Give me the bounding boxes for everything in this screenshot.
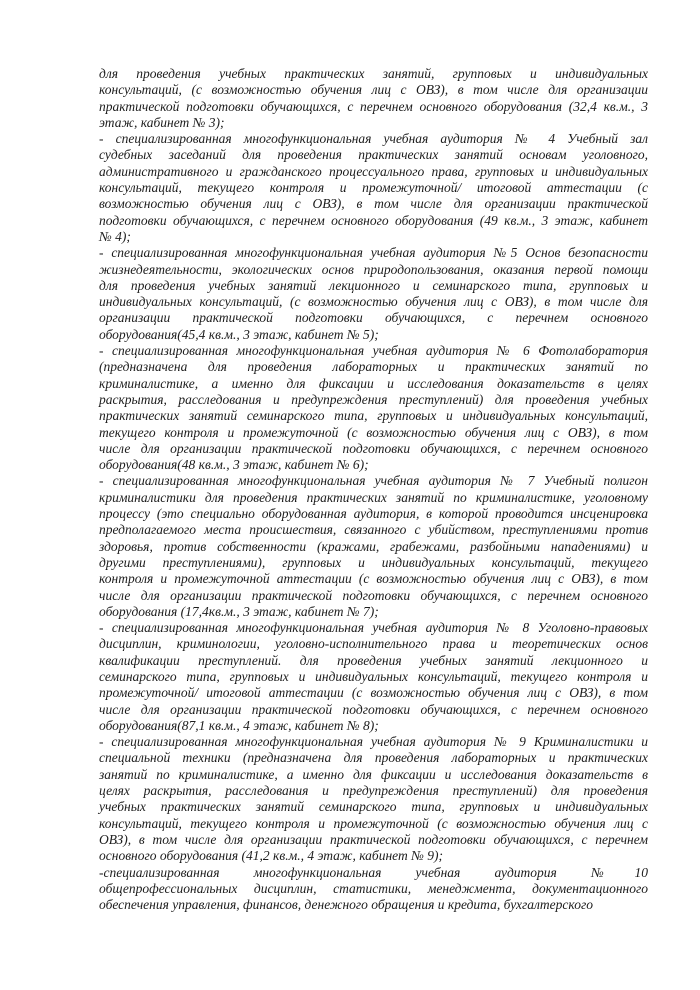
text-line: консультаций, (с возможностью обучения лиц с ОВЗ), в том числе для организации — [99, 82, 648, 98]
text-line: промежуточной/ итоговой аттестации (с возможностью обучения лиц с ОВЗ), в том — [99, 685, 648, 701]
text-line: обеспечения управления, финансов, денежного обращения и кредита, бухгалтерского — [99, 897, 593, 913]
text-line: - специализированная многофункциональная учебная аудитория № 8 Уголовно-правовых — [99, 620, 648, 636]
text-line: ОВЗ), в том числе для организации практической подготовки обучающихся, с перечнем — [99, 831, 648, 847]
paragraph — [99, 343, 648, 473]
text-line: числе для организации практической подготовки обучающихся, с перечнем основного — [99, 587, 648, 603]
text-line: предполагаемого места происшествия, связанного с убийством, преступлениями против — [99, 522, 648, 538]
paragraph — [99, 66, 648, 131]
text-line: - специализированная многофункциональная учебная аудитория № 6 Фотолаборатория — [99, 343, 648, 359]
text-line: - специализированная многофункциональная учебная аудитория №5 Основ безопасности — [99, 245, 648, 261]
text-line: - специализированная многофункциональная учебная аудитория № 7 Учебный полигон — [99, 473, 648, 489]
text-line: другими преступлениями), групповых и индивидуальных консультаций, текущего — [99, 554, 648, 570]
text-line: процессу (это специально оборудованная аудитория, в которой проводится инсценировка — [99, 506, 648, 522]
text-line: оборудования(87,1 кв.м., 4 этаж, кабинет № 8); — [99, 717, 379, 733]
text-line: для проведения учебных занятий лекционного и семинарского типа, групповых и — [99, 277, 648, 293]
text-line: семинарского типа, групповых и индивидуальных консультаций, текущего контроля и — [99, 668, 648, 684]
text-line: этаж, кабинет № 3); — [99, 114, 225, 130]
text-line: специальной техники (предназначена для проведения лабораторных и практических — [99, 750, 648, 766]
text-line: учебных практических занятий семинарского типа, групповых и индивидуальных — [99, 799, 648, 815]
text-line: № 4); — [99, 228, 131, 244]
text-line: жизнедеятельности, экологических основ природопользования, оказания первой помощи — [99, 261, 648, 277]
text-line: криминалистике, а именно для фиксации и исследования доказательств в целях — [99, 375, 648, 391]
text-line: судебных заседаний для проведения практических занятий основам уголовного, — [99, 147, 648, 163]
text-line: общепрофессиональных дисциплин, статистики, менеджмента, документационного — [99, 880, 648, 896]
text-line: дисциплин, криминологии, уголовно-исполнительного права и теоретических основ — [99, 636, 648, 652]
paragraph — [99, 620, 648, 734]
text-line: контроля и промежуточной аттестации (с возможностью обучения лиц с ОВЗ), в том — [99, 571, 648, 587]
text-line: числе для организации практической подготовки обучающихся, с перечнем основного — [99, 440, 648, 456]
document-body — [99, 66, 648, 913]
paragraph — [99, 131, 648, 245]
text-line: (предназначена для проведения лабораторных и практических занятий по — [99, 359, 648, 375]
text-line: числе для организации практической подготовки обучающихся, с перечнем основного — [99, 701, 648, 717]
text-line: квалификации преступлений. для проведения учебных занятий лекционного и — [99, 652, 648, 668]
text-line: практических занятий семинарского типа, групповых и индивидуальных консультаций, — [99, 408, 648, 424]
text-line: - специализированная многофункциональная учебная аудитория № 9 Криминалистики и — [99, 734, 648, 750]
paragraph — [99, 865, 648, 914]
text-line: - специализированная многофункциональная учебная аудитория № 4 Учебный зал — [99, 131, 648, 147]
text-line: административного и гражданского процессуального права, групповых и индивидуальных — [99, 163, 648, 179]
text-line: практической подготовки обучающихся, с перечнем основного оборудования (32,4 кв.м., 3 — [99, 98, 648, 114]
text-line: индивидуальных консультаций, (с возможностью обучения лиц с ОВЗ), в том числе для — [99, 294, 648, 310]
text-line: оборудования(45,4 кв.м., 3 этаж, кабинет № 5); — [99, 326, 379, 342]
paragraph — [99, 473, 648, 620]
text-line: подготовки обучающихся, с перечнем основного оборудования (49 кв.м., 3 этаж, кабинет — [99, 212, 648, 228]
text-line: -специализированная многофункциональная учебная аудитория №10 — [99, 864, 648, 880]
text-line: целях раскрытия, расследования и предупреждения преступлений) для проведения — [99, 783, 648, 799]
text-line: оборудования (17,4кв.м., 3 этаж, кабинет № 7); — [99, 603, 379, 619]
text-line: организации практической подготовки обучающихся, с перечнем основного — [99, 310, 648, 326]
text-line: консультаций, текущего контроля и промежуточной (с возможностью обучения лиц с — [99, 815, 648, 831]
text-line: оборудования(48 кв.м., 3 этаж, кабинет № 6); — [99, 457, 369, 473]
text-line: криминалистики для проведения практических занятий по криминалистике, уголовному — [99, 489, 648, 505]
text-line: здоровья, против собственности (кражами, грабежами, разбойными нападениями) и — [99, 538, 648, 554]
text-line: занятий по криминалистике, а именно для фиксации и исследования доказательств в — [99, 766, 648, 782]
text-line: для проведения учебных практических занятий, групповых и индивидуальных — [99, 66, 648, 81]
text-line: основного оборудования (41,2 кв.м., 4 этаж, кабинет № 9); — [99, 848, 443, 864]
text-line: возможностью обучения лиц с ОВЗ), в том числе для организации практической — [99, 196, 648, 212]
text-line: раскрытия, расследования и предупреждения преступлений) для проведения учебных — [99, 391, 648, 407]
text-line: текущего контроля и промежуточной (с возможностью обучения лиц с ОВЗ), в том — [99, 424, 648, 440]
paragraph — [99, 734, 648, 864]
text-line: консультаций, текущего контроля и промежуточной/ итоговой аттестации (с — [99, 180, 648, 196]
paragraph — [99, 245, 648, 343]
